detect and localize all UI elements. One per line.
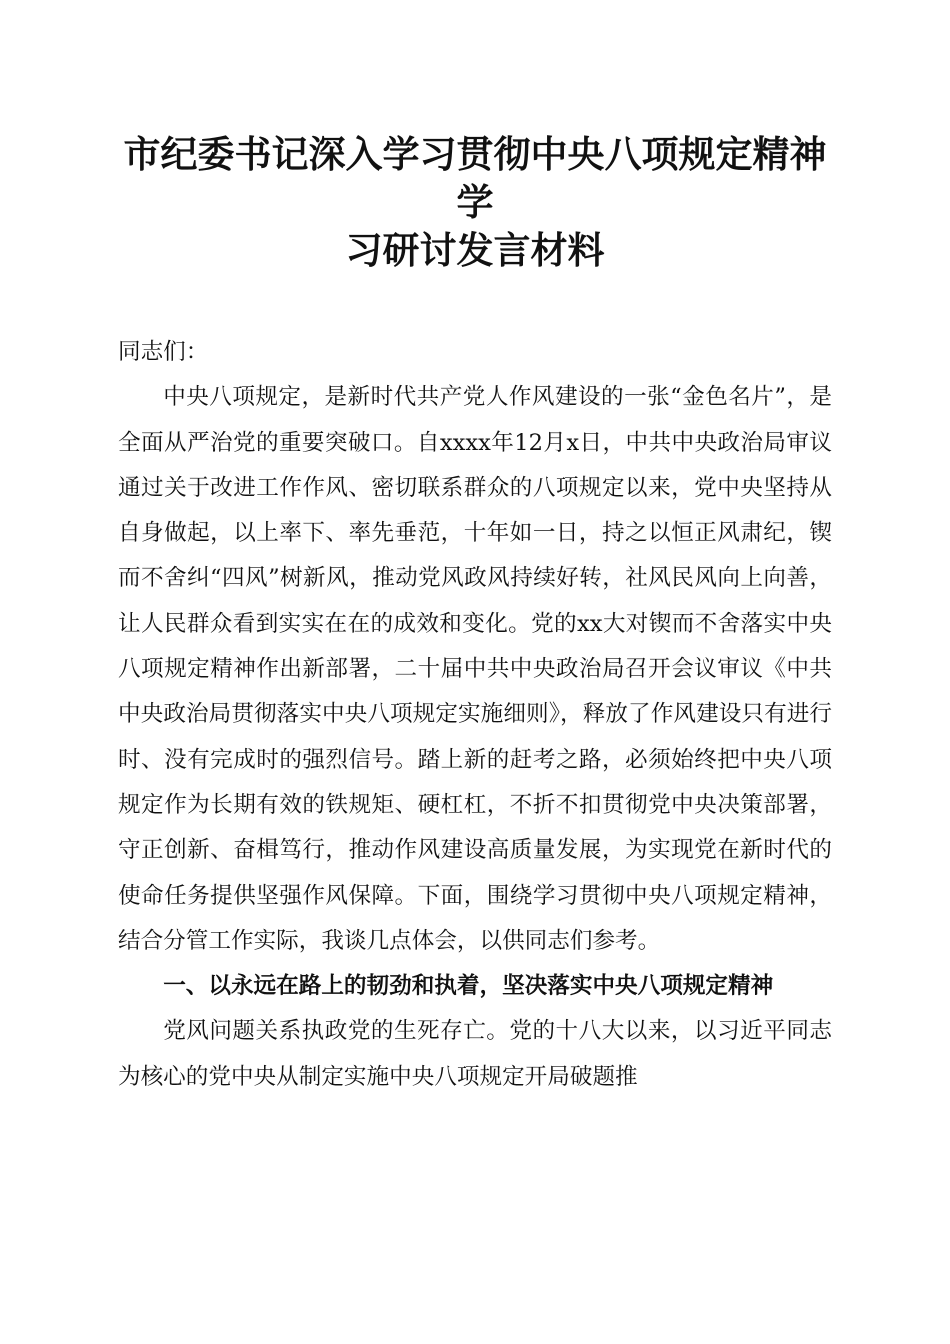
paragraph-section-1: 党风问题关系执政党的生死存亡。党的十八大以来，以习近平同志为核心的党中央从制定实施中央八项规定开局破题推 bbox=[118, 1018, 832, 1090]
document-title bbox=[118, 130, 832, 274]
document-page bbox=[118, 130, 832, 1100]
title-line-1: 市纪委书记深入学习贯彻中央八项规定精神学 bbox=[123, 132, 827, 224]
greeting: 同志们： bbox=[118, 339, 209, 365]
paragraph-intro: 中央八项规定，是新时代共产党人作风建设的一张“金色名片”，是全面从严治党的重要突破口。自xxxx年12月x日，中共中央政治局审议通过关于改进工作作风、密切联系群众的八项规定以来，党中央坚持从自身做起，以上率下、率先垂范，十年如一日，持之以恒正风肃纪，锲而不舍纠“四风”树新风，推动党风政风持续好转，社风民风向上向善，让人民群众看到实实在在的成效和变化。党的xx大对锲而不舍落实中央八项规定精神作出新部署，二十届中共中央政治局召开会议审议《中共中央政治局贯彻落实中央八项规定实施细则》，释放了作风建设只有进行时、没有完成时的强烈信号。踏上新的赶考之路，必须始终把中央八项规定作为长期有效的铁规矩、硬杠杠，不折不扣贯彻党中央决策部署，守正创新、奋楫笃行，推动作风建设高质量发展，为实现党在新时代的使命任务提供坚强作风保障。下面，围绕学习贯彻中央八项规定精神，结合分管工作实际，我谈几点体会，以供同志们参考。 bbox=[118, 384, 832, 954]
section-heading-1: 一、以永远在路上的韧劲和执着，坚决落实中央八项规定精神 bbox=[163, 973, 774, 1000]
title-line-2: 习研讨发言材料 bbox=[345, 228, 605, 272]
